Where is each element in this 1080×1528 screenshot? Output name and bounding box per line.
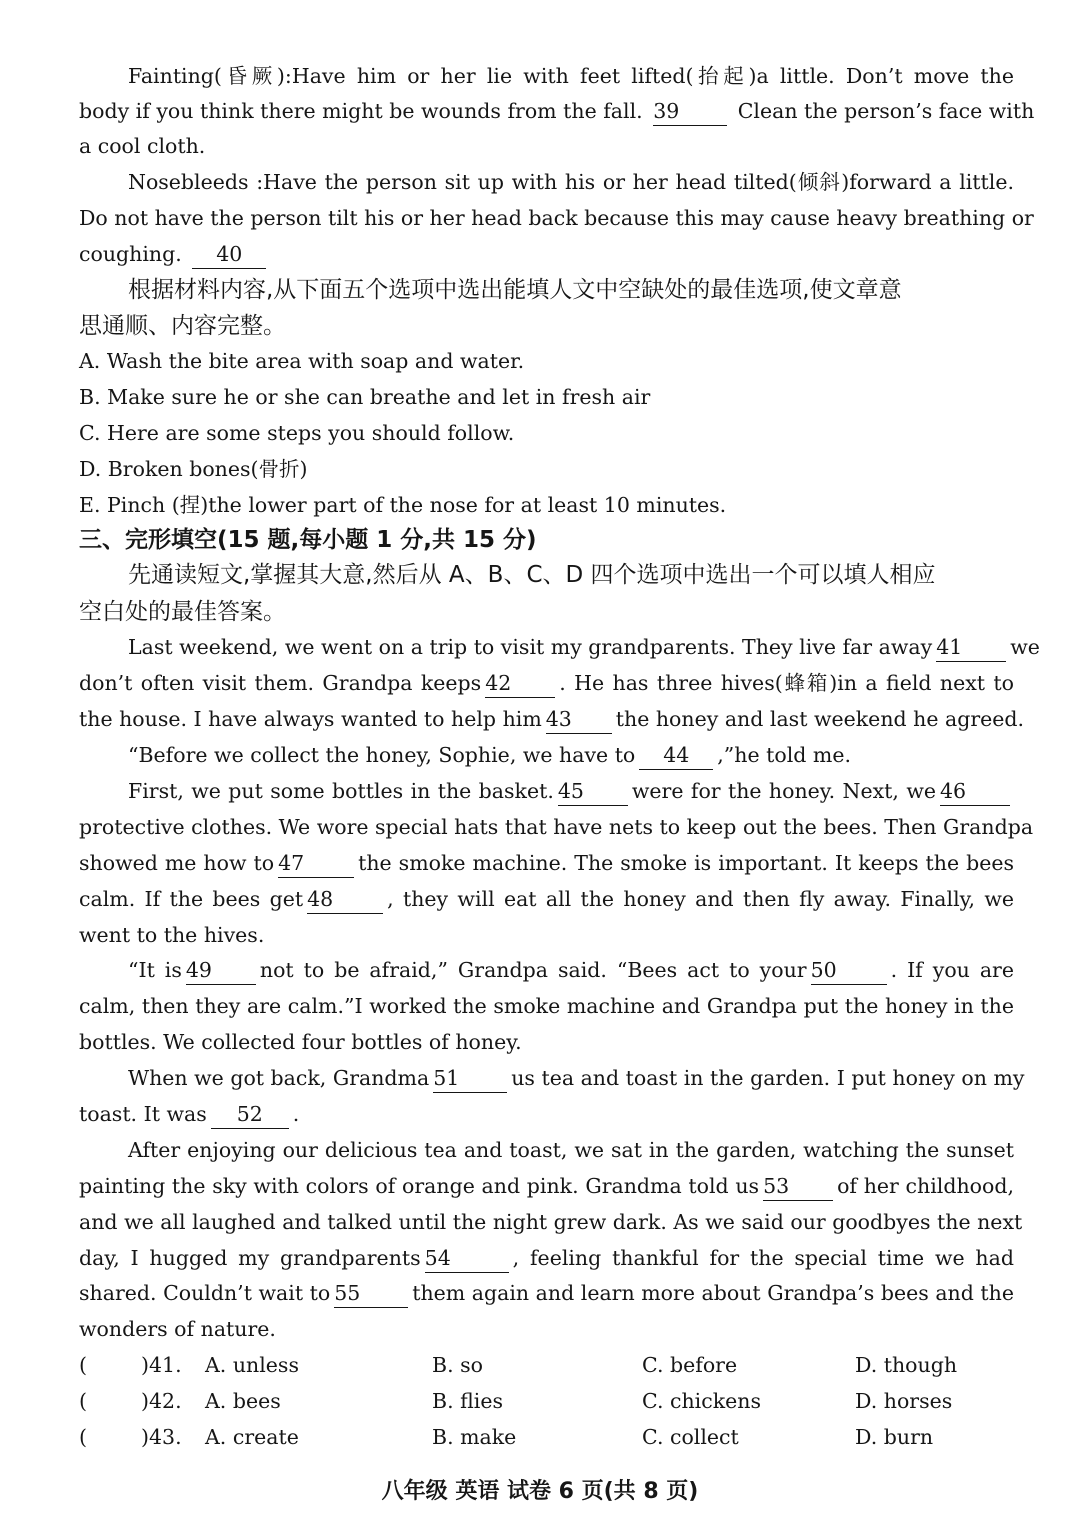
answer-blank-53[interactable]: 53 [763,1172,833,1201]
text-line: First, we put some bottles in the basket. 45 were for the honey. Next, we 46 [128,773,1014,809]
text-line: a cool cloth. [79,134,206,158]
text-line: body if you think there might be wounds from the fall. 39 Clean the person’s face with [79,93,1014,129]
option-b: B. Make sure he or she can breathe and let in fresh air [79,385,651,409]
text-line: calm, then they are calm.”I worked the smoke machine and Grandpa put the honey in the [79,994,1014,1018]
choice-d: D. though [855,1353,958,1377]
text-line: “Before we collect the honey, Sophie, we have to 44 ,”he told me. [128,737,851,773]
question-number: )43. [141,1425,182,1449]
text-line: coughing. 40 [79,236,270,272]
choice-b: B. make [432,1425,517,1449]
answer-blank-46[interactable]: 46 [940,777,1010,806]
instruction-text: 根据材料内容,从下面五个选项中选出能填人文中空缺处的最佳选项,使文章意 [128,277,902,303]
choice-a: A. unless [205,1353,299,1377]
answer-blank-43[interactable]: 43 [546,705,612,734]
choice-b: B. flies [432,1389,503,1413]
question-row [79,1347,1014,1383]
text-line: and we all laughed and talked until the night grew dark. As we said our goodbyes the next [79,1210,1023,1234]
answer-blank-50[interactable]: 50 [811,956,887,985]
text-line: calm. If the bees get 48 , they will eat all the honey and then fly away. Finally, we [79,881,1014,917]
answer-blank-51[interactable]: 51 [433,1064,507,1093]
answer-paren[interactable]: ( [79,1353,87,1377]
text-line: showed me how to 47 the smoke machine. The smoke is important. It keeps the bees [79,845,1014,881]
option-a: A. Wash the bite area with soap and water. [79,349,525,373]
instruction-text: 先通读短文,掌握其大意,然后从 A、B、C、D 四个选项中选出一个可以填人相应 [128,562,936,588]
instruction-text: 空白处的最佳答案。 [79,599,286,625]
answer-blank-39[interactable]: 39 [653,97,727,126]
text-line: “It is 49 not to be afraid,” Grandpa said. “Bees act to your 50 . If you are [128,952,1014,988]
choice-c: C. collect [642,1425,739,1449]
page-footer: 八年级 英语 试卷 6 页(共 8 页) [381,1479,699,1504]
choice-a: A. create [205,1425,299,1449]
answer-blank-45[interactable]: 45 [558,777,628,806]
text-line: don’t often visit them. Grandpa keeps 42 . He has three hives(蜂箱)in a field next to [79,665,1014,701]
question-row [79,1419,1014,1455]
answer-blank-52[interactable]: 52 [211,1100,289,1129]
text-line: protective clothes. We wore special hats that have nets to keep out the bees. Then Grandpa [79,815,1034,839]
option-c: C. Here are some steps you should follow. [79,421,515,445]
text-line: day, I hugged my grandparents 54 , feeling thankful for the special time we had [79,1240,1014,1276]
answer-blank-44[interactable]: 44 [639,741,713,770]
answer-blank-55[interactable]: 55 [334,1279,408,1308]
answer-blank-47[interactable]: 47 [278,849,354,878]
text-line: wonders of nature. [79,1317,276,1341]
text-line: painting the sky with colors of orange and pink. Grandma told us 53 of her childhood, [79,1168,1014,1204]
text-line: Do not have the person tilt his or her head back because this may cause heavy breathing or [79,206,1034,230]
answer-paren[interactable]: ( [79,1425,87,1449]
text-line: After enjoying our delicious tea and toast, we sat in the garden, watching the sunset [128,1138,1014,1162]
answer-blank-42[interactable]: 42 [485,669,555,698]
answer-paren[interactable]: ( [79,1389,87,1413]
choice-a: A. bees [205,1389,281,1413]
answer-blank-48[interactable]: 48 [307,885,383,914]
question-row [79,1383,1014,1419]
text-line: the house. I have always wanted to help him 43 the honey and last weekend he agreed. [79,701,1014,737]
option-e: E. Pinch (捏)the lower part of the nose for at least 10 minutes. [79,493,727,517]
section-heading: 三、完形填空(15 题,每小题 1 分,共 15 分) [79,527,537,553]
answer-blank-49[interactable]: 49 [186,956,256,985]
answer-blank-40[interactable]: 40 [192,240,266,269]
text-line: toast. It was 52 . [79,1096,299,1132]
answer-blank-54[interactable]: 54 [425,1244,509,1273]
text-line: bottles. We collected four bottles of honey. [79,1030,522,1054]
question-number: )42. [141,1389,182,1413]
instruction-text: 思通顺、内容完整。 [79,313,286,339]
text-line: Nosebleeds :Have the person sit up with his or her head tilted(倾斜)forward a little. [128,170,1014,194]
choice-d: D. horses [855,1389,953,1413]
answer-blank-41[interactable]: 41 [936,633,1006,662]
text-line: When we got back, Grandma 51 us tea and toast in the garden. I put honey on my [128,1060,1014,1096]
text-line: Fainting(昏厥):Have him or her lie with feet lifted(抬起)a little. Don’t move the [128,64,1014,88]
text-line: shared. Couldn’t wait to 55 them again and learn more about Grandpa’s bees and the [79,1275,1014,1311]
text-line: Last weekend, we went on a trip to visit my grandparents. They live far away 41 we [128,629,1014,665]
question-number: )41. [141,1353,182,1377]
choice-d: D. burn [855,1425,934,1449]
choice-c: C. before [642,1353,738,1377]
option-d: D. Broken bones(骨折) [79,457,308,481]
text-line: went to the hives. [79,923,265,947]
choice-b: B. so [432,1353,483,1377]
choice-c: C. chickens [642,1389,761,1413]
